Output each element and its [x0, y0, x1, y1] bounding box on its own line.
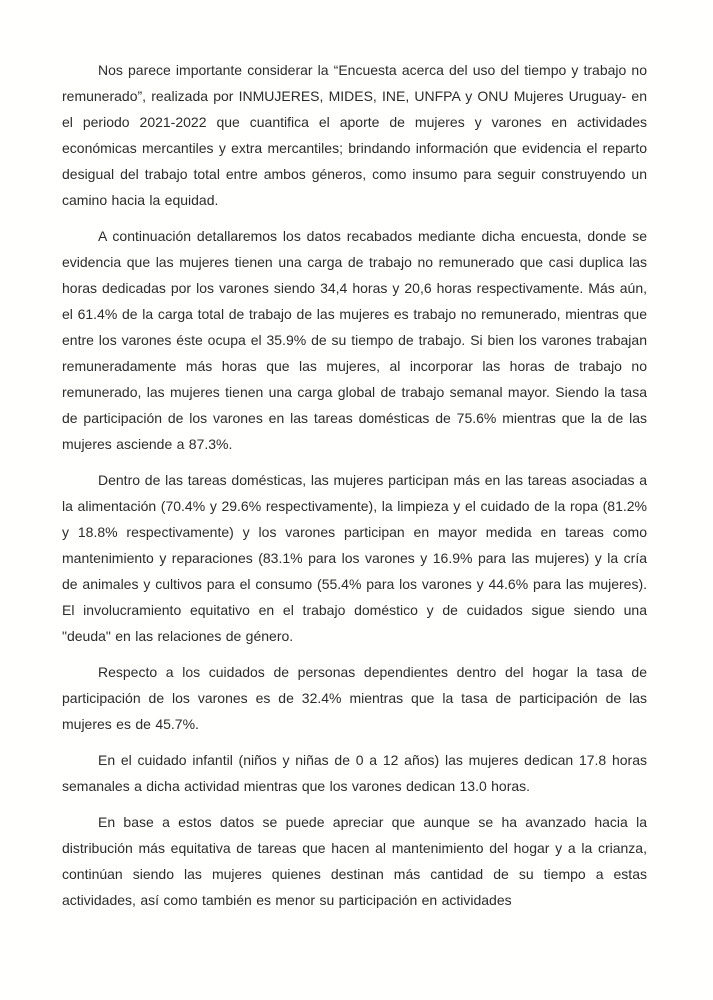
- paragraph-conclusion: En base a estos datos se puede apreciar que aunque se ha avanzado hacia la distribución más equitativa de tareas que hacen al mantenimiento del hogar y a la crianza, continúan siendo las mujeres quienes destinan más cantidad de su tiempo a estas actividades, así como también es menor su participación en actividades: [62, 814, 647, 908]
- paragraph-workload-data: A continuación detallaremos los datos recabados mediante dicha encuesta, donde se evidencia que las mujeres tienen una carga de trabajo no remunerado que casi duplica las horas dedicadas por los varones siendo 34,4 horas y 20,6 horas respectivamente. Más aún, el 61.4% de la carga total de trabajo de las mujeres es trabajo no remunerado, mientras que entre los varones éste ocupa el 35.9% de su tiempo de trabajo. Si bien los varones trabajan remuneradamente más horas que las mujeres, al incorporar las horas de trabajo no remunerado, las mujeres tienen una carga global de trabajo semanal mayor. Siendo la tasa de participación de los varones en las tareas domésticas de 75.6% mientras que la de las mujeres asciende a 87.3%.: [62, 228, 647, 452]
- paragraph-domestic-tasks: Dentro de las tareas domésticas, las mujeres participan más en las tareas asociadas a la alimentación (70.4% y 29.6% respectivamente), la limpieza y el cuidado de la ropa (81.2% y 18.8% respectivamente) y los varones participan en mayor medida en tareas como mantenimiento y reparaciones (83.1% para los varones y 16.9% para las mujeres) y la cría de animales y cultivos para el consumo (55.4% para los varones y 44.6% para las mujeres). El involucramiento equitativo en el trabajo doméstico y de cuidados sigue siendo una "deuda" en las relaciones de género.: [62, 472, 647, 644]
- paragraph-child-care: En el cuidado infantil (niños y niñas de 0 a 12 años) las mujeres dedican 17.8 horas semanales a dicha actividad mientras que los varones dedican 13.0 horas.: [62, 752, 647, 794]
- paragraph-dependent-care: Respecto a los cuidados de personas dependientes dentro del hogar la tasa de participación de los varones es de 32.4% mientras que la tasa de participación de las mujeres es de 45.7%.: [62, 664, 647, 732]
- paragraph-survey-intro: Nos parece importante considerar la “Encuesta acerca del uso del tiempo y trabajo no remunerado”, realizada por INMUJERES, MIDES, INE, UNFPA y ONU Mujeres Uruguay- en el periodo 2021-2022 que cuantifica el aporte de mujeres y varones en actividades económicas mercantiles y extra mercantiles; brindando información que evidencia el reparto desigual del trabajo total entre ambos géneros, como insumo para seguir construyendo un camino hacia la equidad.: [62, 62, 647, 208]
